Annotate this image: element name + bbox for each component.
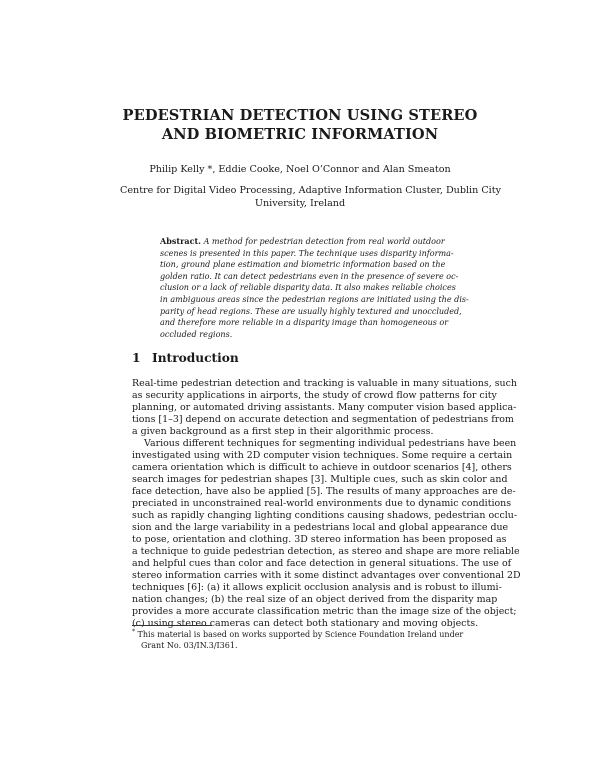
paragraph-line: a technique to guide pedestrian detection, as stereo and shape are more reliable bbox=[132, 546, 520, 557]
section-number: 1 bbox=[132, 351, 141, 365]
footnote-rule bbox=[132, 625, 212, 626]
paragraph-line: such as rapidly changing lighting conditions causing shadows, pedestrian occlu- bbox=[132, 510, 518, 521]
section-heading bbox=[132, 351, 239, 365]
paragraph-line: nation changes; (b) the real size of an object derived from the disparity map bbox=[132, 594, 498, 605]
paragraph-line: tions [1–3] depend on accurate detection and segmentation of pedestrians from bbox=[132, 414, 514, 425]
paragraph-line: to pose, orientation and clothing. 3D stereo information has been proposed as bbox=[132, 534, 507, 545]
affiliation-line: Centre for Digital Video Processing, Adaptive Information Cluster, Dublin City bbox=[120, 185, 502, 196]
paragraph-line: planning, or automated driving assistants. Many computer vision based applica- bbox=[132, 402, 517, 413]
abstract-line: in ambiguous areas since the pedestrian regions are initiated using the dis- bbox=[160, 294, 469, 304]
footnote-line: Grant No. 03/IN.3/I361. bbox=[141, 641, 238, 650]
paragraph-line: preciated in unconstrained real-world environments due to dynamic conditions bbox=[132, 498, 512, 509]
paragraph-line: sion and the large variability in a pedestrians local and global appearance due bbox=[132, 522, 509, 533]
paragraph-line: Various different techniques for segmenting individual pedestrians have been bbox=[144, 438, 517, 449]
paragraph-line: camera orientation which is difficult to achieve in outdoor scenarios [4], others bbox=[132, 462, 512, 473]
abstract-line: clusion or a lack of reliable disparity data. It also makes reliable choices bbox=[160, 283, 456, 293]
abstract-line: tion, ground plane estimation and biometric information based on the bbox=[160, 260, 446, 270]
author-list: Philip Kelly *, Eddie Cooke, Noel O’Connor and Alan Smeaton bbox=[149, 164, 451, 175]
paper-title bbox=[100, 106, 500, 144]
abstract-label: Abstract. bbox=[160, 236, 201, 246]
paragraph-line: face detection, have also be applied [5]. The results of many approaches are de- bbox=[132, 486, 516, 497]
affiliation-line: University, Ireland bbox=[254, 198, 346, 209]
paragraph-line: and helpful cues than color and face detection in general situations. The use of bbox=[132, 558, 512, 569]
abstract-line: scenes is presented in this paper. The technique uses disparity informa- bbox=[160, 248, 454, 258]
paragraph bbox=[132, 438, 521, 630]
abstract-line: golden ratio. It can detect pedestrians even in the presence of severe oc- bbox=[160, 271, 459, 281]
paragraph-line: a given background as a first step in their algorithmic process. bbox=[132, 426, 434, 437]
title-line: PEDESTRIAN DETECTION USING STEREO bbox=[122, 107, 478, 124]
footnote-line bbox=[132, 629, 472, 640]
footnote bbox=[132, 629, 472, 651]
paragraph-line: (c) using stereo cameras can detect both stationary and moving objects. bbox=[132, 618, 479, 629]
paragraph-line: investigated using with 2D computer vision techniques. Some require a certain bbox=[132, 450, 513, 461]
footnote-mark: * bbox=[132, 628, 135, 636]
section-title: Introduction bbox=[152, 351, 239, 365]
paragraph-line: search images for pedestrian shapes [3]. Multiple cues, such as skin color and bbox=[132, 474, 508, 485]
title-line: AND BIOMETRIC INFORMATION bbox=[161, 126, 439, 143]
affiliation bbox=[120, 184, 502, 210]
paragraph-line: provides a more accurate classification metric than the image size of the object; bbox=[132, 606, 517, 617]
abstract-line bbox=[160, 236, 445, 248]
abstract bbox=[160, 236, 469, 340]
abstract-line: parity of head regions. These are usually highly textured and unoccluded, bbox=[160, 306, 462, 316]
paragraph-line: techniques [6]: (a) it allows explicit occlusion analysis and is robust to illumi- bbox=[132, 582, 502, 593]
paragraph-line: as security applications in airports, the study of crowd flow patterns for city bbox=[132, 390, 497, 401]
abstract-line: occluded regions. bbox=[160, 329, 233, 339]
footnote-text: This material is based on works supported by Science Foundation Ireland under bbox=[137, 630, 464, 639]
abstract-text: A method for pedestrian detection from real world outdoor bbox=[203, 237, 445, 246]
paragraph bbox=[132, 378, 517, 438]
paragraph-line: stereo information carries with it some distinct advantages over conventional 2D bbox=[132, 570, 521, 581]
paragraph-line: Real-time pedestrian detection and tracking is valuable in many situations, such bbox=[132, 378, 517, 389]
abstract-line: and therefore more reliable in a disparity image than homogeneous or bbox=[160, 318, 449, 328]
